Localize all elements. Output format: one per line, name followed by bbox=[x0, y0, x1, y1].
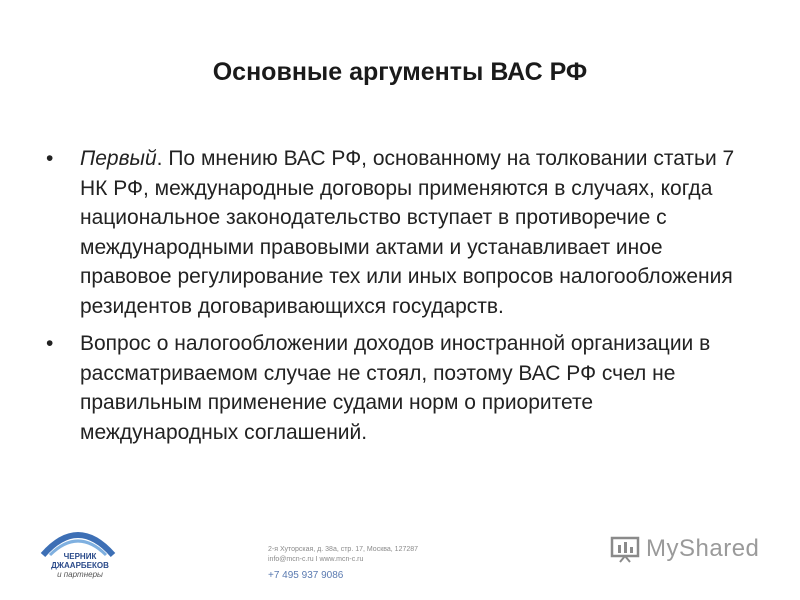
slide-title: Основные аргументы ВАС РФ bbox=[212, 58, 588, 86]
myshared-watermark bbox=[610, 535, 759, 563]
logo-line-2: ДЖААРБЕКОВ bbox=[51, 561, 109, 570]
footer-contact bbox=[268, 545, 418, 565]
footer-phone: +7 495 937 9086 bbox=[268, 570, 344, 581]
footer-address: 2-я Хуторская, д. 38а, стр. 17, Москва, 127287 bbox=[268, 546, 419, 553]
slide-content bbox=[46, 144, 736, 455]
logo-line-3: и партнеры bbox=[57, 570, 103, 579]
bullet-item-1 bbox=[46, 144, 736, 321]
bullet-item-2 bbox=[46, 329, 736, 447]
bullet-text: Вопрос о налогообложении доходов иностранной организации в рассматриваемом случае не стоял, поэтому ВАС РФ счел не правильным применение судами норм о приоритете международных соглашений. bbox=[80, 332, 711, 444]
footer-contacts: info@mcn-c.ru I www.mcn-c.ru bbox=[268, 556, 364, 563]
bullet-lead: Первый bbox=[80, 147, 157, 170]
logo-line-1: ЧЕРНИК bbox=[63, 552, 97, 561]
watermark-text: MyShared bbox=[646, 535, 760, 562]
company-logo-text bbox=[30, 552, 130, 579]
presentation-board-icon bbox=[610, 535, 640, 563]
bullet-dot-icon: • bbox=[46, 332, 54, 355]
bullet-text: . По мнению ВАС РФ, основанному на толковании статьи 7 НК РФ, международные договоры применяются в случаях, когда национальное законодательство вступает в противоречие с международными правовыми актами и устанавливает иное правовое регулирование тех или иных вопросов налогообложения резидентов договаривающихся государств. bbox=[80, 147, 735, 318]
bullet-dot-icon: • bbox=[46, 147, 54, 170]
